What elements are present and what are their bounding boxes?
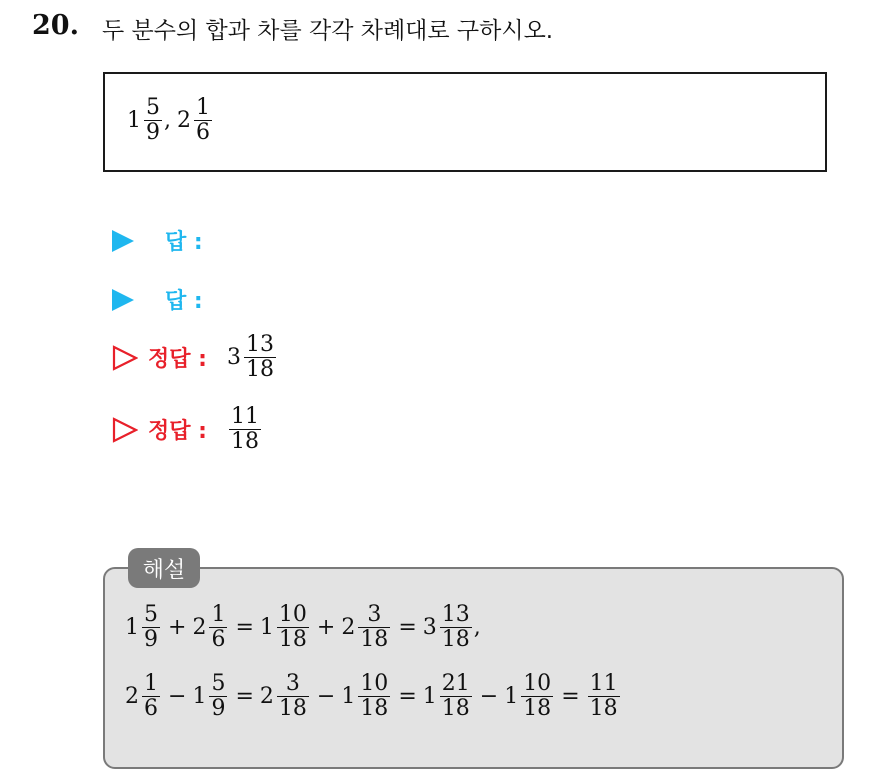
numerator: 3 [367,602,382,627]
equals-sign: = [561,684,580,710]
operator: − [316,684,336,710]
numerator: 11 [230,404,259,429]
denominator: 6 [144,696,158,722]
whole-part: 3 [422,615,437,641]
separator: , [164,108,171,134]
whole-part: 2 [125,684,139,710]
question-text: 두 분수의 합과 차를 각각 차례대로 구하시오. [102,18,554,44]
whole-part: 1 [259,615,274,641]
equals-sign: = [235,615,254,641]
denominator: 18 [523,696,552,722]
outline-triangle-icon [112,417,138,443]
correct-value-2 [227,405,263,454]
explanation-box [103,567,844,769]
numerator: 5 [211,671,226,696]
numerator: 5 [144,602,158,627]
denominator: 18 [245,357,274,383]
given-mixed-a [127,96,164,145]
whole-part: 1 [125,615,139,641]
fraction [209,672,227,721]
correct-row-2 [112,405,263,454]
line-end-comma: , [473,615,481,641]
whole-part: 1 [192,684,207,710]
play-triangle-icon [112,289,134,311]
whole-part: 2 [341,615,356,641]
denominator: 18 [441,696,470,722]
numerator: 3 [285,671,300,696]
outline-triangle-icon [112,345,138,371]
whole-part: 2 [177,108,191,134]
denominator: 18 [360,627,389,653]
explanation-line-2 [125,672,622,721]
denominator: 18 [441,627,470,653]
numerator: 11 [589,671,618,696]
answer-row-1 [112,225,403,256]
numerator: 5 [146,95,160,120]
whole-part: 3 [226,345,241,371]
given-box [103,72,827,172]
whole-part: 1 [341,684,356,710]
answer-input-2[interactable] [203,287,403,313]
fraction [209,603,227,652]
fraction [194,96,212,145]
play-triangle-icon [112,230,134,252]
whole-part: 1 [422,684,437,710]
fraction [229,405,261,454]
given-fractions [127,96,214,145]
denominator: 18 [360,696,389,722]
whole-part: 2 [259,684,274,710]
operator: + [316,615,336,641]
denominator: 18 [589,696,618,722]
correct-value-1 [227,333,278,382]
denominator: 9 [144,627,158,653]
equals-sign: = [235,684,254,710]
correct-row-1 [112,333,278,382]
equals-sign: = [398,615,417,641]
denominator: 18 [278,696,307,722]
fraction [440,672,472,721]
numerator: 1 [196,95,210,120]
fraction [277,603,309,652]
fraction [142,672,160,721]
fraction [277,672,309,721]
answer-row-2 [112,284,403,315]
whole-part: 1 [504,684,519,710]
answer-input-1[interactable] [203,228,403,254]
explanation-tab: 해설 [128,548,200,588]
question-number: 20. [32,10,79,41]
fraction [144,96,162,145]
numerator: 10 [360,671,389,696]
numerator: 13 [441,602,470,627]
denominator: 18 [278,627,307,653]
operator: − [479,684,499,710]
fraction [358,603,390,652]
denominator: 18 [230,429,259,455]
denominator: 9 [211,696,226,722]
equals-sign: = [398,684,417,710]
answer-label: 답 : [165,230,203,255]
numerator: 10 [523,671,552,696]
correct-label: 정답 : [148,419,207,445]
denominator: 6 [211,627,226,653]
numerator: 1 [211,602,226,627]
numerator: 21 [441,671,470,696]
correct-label: 정답 : [148,347,207,373]
denominator: 6 [196,120,210,146]
fraction [244,333,276,382]
fraction [588,672,620,721]
numerator: 1 [144,671,158,696]
numerator: 13 [245,332,274,357]
whole-part: 2 [192,615,207,641]
fraction [521,672,553,721]
given-mixed-b [177,96,214,145]
operator: + [168,615,187,641]
denominator: 9 [146,120,160,146]
fraction [142,603,160,652]
explanation-line-1 [125,603,481,652]
answer-label: 답 : [165,289,203,314]
numerator: 10 [278,602,307,627]
whole-part: 1 [127,108,141,134]
fraction [440,603,472,652]
fraction [358,672,390,721]
operator: − [168,684,187,710]
